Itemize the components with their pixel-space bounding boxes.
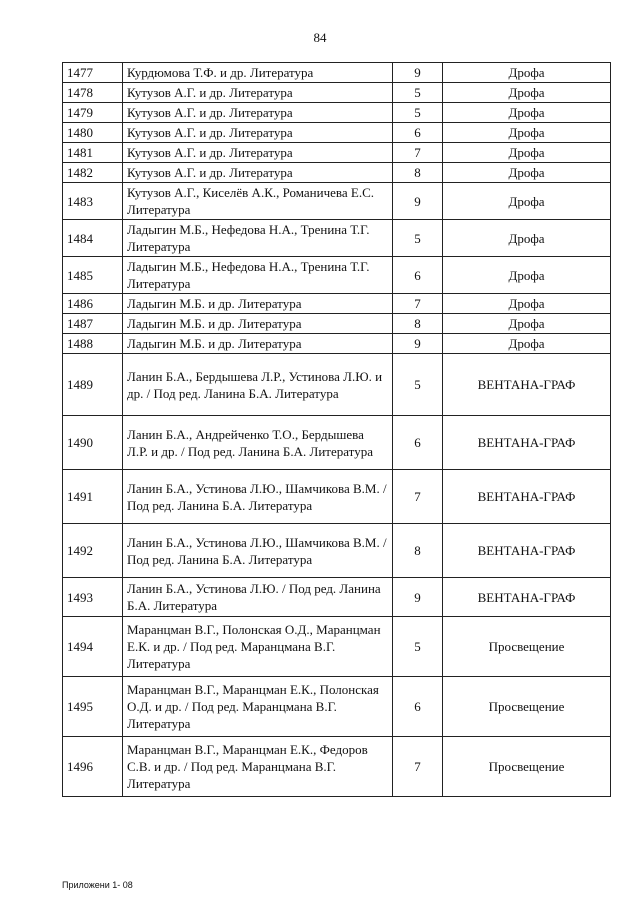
table-row <box>63 123 611 143</box>
row-number-cell: 1483 <box>63 183 123 220</box>
table-row <box>63 220 611 257</box>
table-row <box>63 334 611 354</box>
row-number-cell: 1491 <box>63 470 123 524</box>
author-title-cell: Кутузов А.Г. и др. Литература <box>123 143 393 163</box>
grade-cell: 7 <box>393 737 443 797</box>
table-row <box>63 470 611 524</box>
page-number: 84 <box>313 30 327 45</box>
author-title-cell: Ладыгин М.Б., Нефедова Н.А., Тренина Т.Г. Литература <box>123 220 393 257</box>
author-title-cell: Кутузов А.Г. и др. Литература <box>123 163 393 183</box>
grade-cell: 5 <box>393 354 443 416</box>
row-number-cell: 1482 <box>63 163 123 183</box>
author-title-cell: Ланин Б.А., Андрейченко Т.О., Бердышева Л.Р. и др. / Под ред. Ланина Б.А. Литература <box>123 416 393 470</box>
row-number-cell: 1478 <box>63 83 123 103</box>
publisher-cell: Дрофа <box>443 123 611 143</box>
author-title-cell: Маранцман В.Г., Маранцман Е.К., Полонская О.Д. и др. / Под ред. Маранцмана В.Г. Литература <box>123 677 393 737</box>
publisher-cell: Просвещение <box>443 617 611 677</box>
publisher-cell: Просвещение <box>443 677 611 737</box>
publisher-cell: ВЕНТАНА-ГРАФ <box>443 354 611 416</box>
publisher-cell: Дрофа <box>443 103 611 123</box>
table-row <box>63 257 611 294</box>
grade-cell: 6 <box>393 416 443 470</box>
grade-cell: 9 <box>393 63 443 83</box>
grade-cell: 5 <box>393 617 443 677</box>
row-number-cell: 1489 <box>63 354 123 416</box>
row-number-cell: 1496 <box>63 737 123 797</box>
row-number-cell: 1487 <box>63 314 123 334</box>
table-row <box>63 183 611 220</box>
row-number-cell: 1477 <box>63 63 123 83</box>
author-title-cell: Кутузов А.Г., Киселёв А.К., Романичева Е.С. Литература <box>123 183 393 220</box>
publisher-cell: Дрофа <box>443 334 611 354</box>
grade-cell: 5 <box>393 220 443 257</box>
publisher-cell: Дрофа <box>443 63 611 83</box>
row-number-cell: 1481 <box>63 143 123 163</box>
row-number-cell: 1494 <box>63 617 123 677</box>
publisher-cell: Просвещение <box>443 737 611 797</box>
publisher-cell: Дрофа <box>443 83 611 103</box>
grade-cell: 6 <box>393 123 443 143</box>
table-row <box>63 578 611 617</box>
table-row <box>63 354 611 416</box>
table-row <box>63 416 611 470</box>
table-row <box>63 524 611 578</box>
publisher-cell: ВЕНТАНА-ГРАФ <box>443 578 611 617</box>
table-row <box>63 617 611 677</box>
grade-cell: 9 <box>393 334 443 354</box>
publisher-cell: Дрофа <box>443 183 611 220</box>
row-number-cell: 1485 <box>63 257 123 294</box>
author-title-cell: Кутузов А.Г. и др. Литература <box>123 83 393 103</box>
table-row <box>63 63 611 83</box>
textbook-table <box>62 62 611 797</box>
author-title-cell: Ланин Б.А., Устинова Л.Ю. / Под ред. Ланина Б.А. Литература <box>123 578 393 617</box>
grade-cell: 9 <box>393 578 443 617</box>
grade-cell: 7 <box>393 294 443 314</box>
author-title-cell: Ладыгин М.Б., Нефедова Н.А., Тренина Т.Г. Литература <box>123 257 393 294</box>
table-row <box>63 737 611 797</box>
table-row <box>63 103 611 123</box>
row-number-cell: 1495 <box>63 677 123 737</box>
row-number-cell: 1484 <box>63 220 123 257</box>
author-title-cell: Ланин Б.А., Бердышева Л.Р., Устинова Л.Ю. и др. / Под ред. Ланина Б.А. Литература <box>123 354 393 416</box>
row-number-cell: 1490 <box>63 416 123 470</box>
grade-cell: 7 <box>393 470 443 524</box>
table-row <box>63 143 611 163</box>
row-number-cell: 1486 <box>63 294 123 314</box>
row-number-cell: 1488 <box>63 334 123 354</box>
footer-note: Приложени 1- 08 <box>62 880 133 890</box>
table-row <box>63 294 611 314</box>
author-title-cell: Ладыгин М.Б. и др. Литература <box>123 334 393 354</box>
author-title-cell: Ладыгин М.Б. и др. Литература <box>123 294 393 314</box>
table-row <box>63 163 611 183</box>
table-body <box>63 63 611 797</box>
row-number-cell: 1479 <box>63 103 123 123</box>
publisher-cell: Дрофа <box>443 163 611 183</box>
grade-cell: 8 <box>393 524 443 578</box>
author-title-cell: Ладыгин М.Б. и др. Литература <box>123 314 393 334</box>
grade-cell: 6 <box>393 677 443 737</box>
table-row <box>63 677 611 737</box>
publisher-cell: Дрофа <box>443 220 611 257</box>
publisher-cell: Дрофа <box>443 294 611 314</box>
author-title-cell: Ланин Б.А., Устинова Л.Ю., Шамчикова В.М. / Под ред. Ланина Б.А. Литература <box>123 524 393 578</box>
table-row <box>63 83 611 103</box>
author-title-cell: Курдюмова Т.Ф. и др. Литература <box>123 63 393 83</box>
grade-cell: 9 <box>393 183 443 220</box>
publisher-cell: ВЕНТАНА-ГРАФ <box>443 524 611 578</box>
grade-cell: 7 <box>393 143 443 163</box>
grade-cell: 5 <box>393 83 443 103</box>
author-title-cell: Маранцман В.Г., Полонская О.Д., Маранцман Е.К. и др. / Под ред. Маранцмана В.Г. Литература <box>123 617 393 677</box>
publisher-cell: ВЕНТАНА-ГРАФ <box>443 416 611 470</box>
author-title-cell: Кутузов А.Г. и др. Литература <box>123 123 393 143</box>
publisher-cell: Дрофа <box>443 143 611 163</box>
row-number-cell: 1492 <box>63 524 123 578</box>
grade-cell: 5 <box>393 103 443 123</box>
grade-cell: 6 <box>393 257 443 294</box>
table-row <box>63 314 611 334</box>
publisher-cell: ВЕНТАНА-ГРАФ <box>443 470 611 524</box>
grade-cell: 8 <box>393 163 443 183</box>
grade-cell: 8 <box>393 314 443 334</box>
author-title-cell: Маранцман В.Г., Маранцман Е.К., Федоров С.В. и др. / Под ред. Маранцмана В.Г. Литература <box>123 737 393 797</box>
row-number-cell: 1493 <box>63 578 123 617</box>
publisher-cell: Дрофа <box>443 257 611 294</box>
author-title-cell: Ланин Б.А., Устинова Л.Ю., Шамчикова В.М. / Под ред. Ланина Б.А. Литература <box>123 470 393 524</box>
author-title-cell: Кутузов А.Г. и др. Литература <box>123 103 393 123</box>
row-number-cell: 1480 <box>63 123 123 143</box>
publisher-cell: Дрофа <box>443 314 611 334</box>
